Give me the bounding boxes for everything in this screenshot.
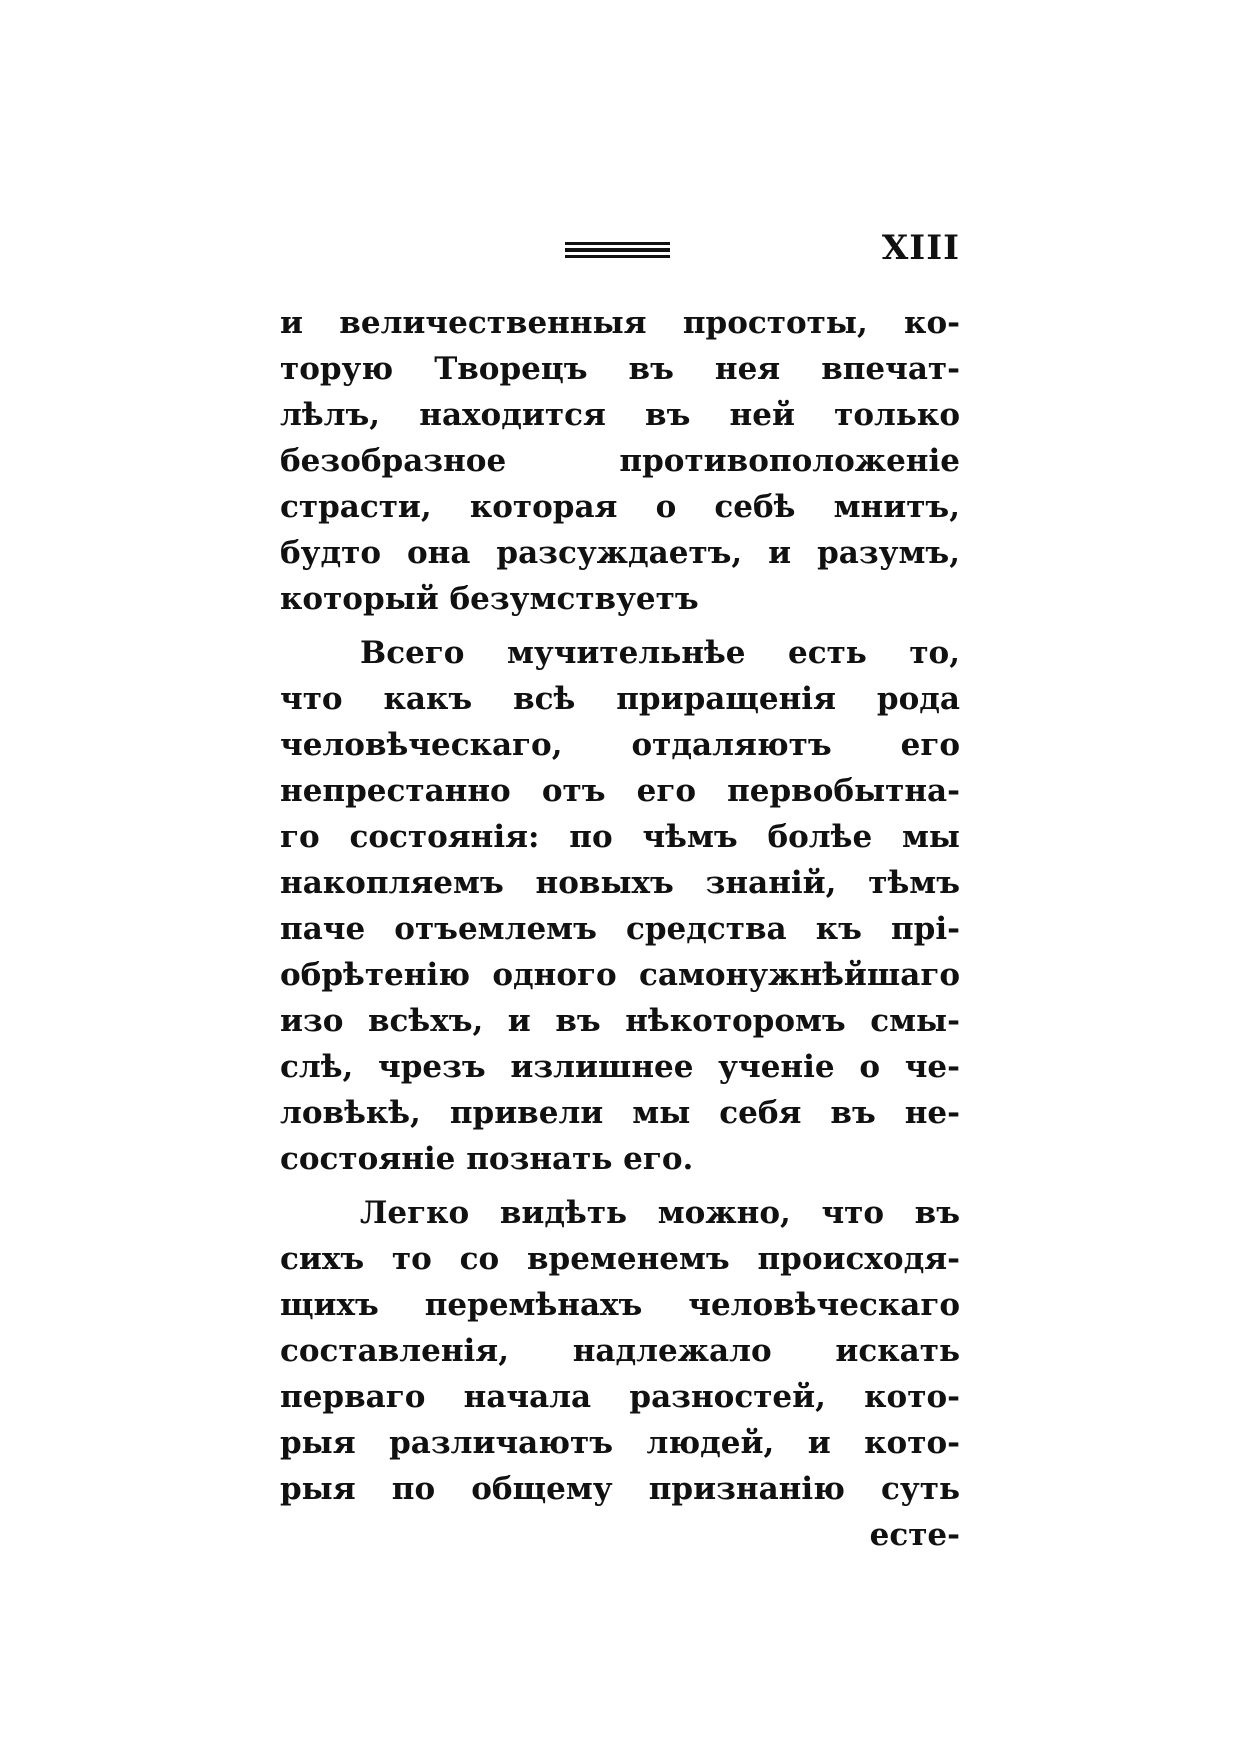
text-line: человѣческаго, отдаляютъ его xyxy=(280,727,960,763)
text-line: накопляемъ новыхъ знаній, тѣмъ xyxy=(280,865,960,901)
text-line: го состоянія: по чѣмъ болѣе мы xyxy=(280,819,960,855)
text-line: сихъ то со временемъ происходя- xyxy=(280,1241,960,1277)
ornament-rule xyxy=(565,255,670,258)
paragraph-2 xyxy=(280,630,960,1182)
text-line: перваго начала разностей, кото- xyxy=(280,1379,960,1415)
text-line: составленія, надлежало искать xyxy=(280,1333,960,1369)
body-text xyxy=(280,300,960,1558)
text-line: непрестанно отъ его первобытна- xyxy=(280,773,960,809)
text-line: и величественныя простоты, ко- xyxy=(280,305,960,341)
text-line: обрѣтенію одного самонужнѣйшаго xyxy=(280,957,960,993)
text-line: рыя различаютъ людей, и кото- xyxy=(280,1425,960,1461)
text-line: Легко видѣть можно, что въ xyxy=(360,1195,960,1231)
ornament-rule xyxy=(565,248,670,252)
text-line: лѣлъ, находится въ ней только xyxy=(280,397,960,433)
catchword: есте- xyxy=(869,1517,960,1553)
text-line: изо всѣхъ, и въ нѣкоторомъ смы- xyxy=(280,1003,960,1039)
paragraph-3 xyxy=(280,1190,960,1558)
text-line: который безумствуетъ xyxy=(280,581,699,617)
text-line: ловѣкѣ, привели мы себя въ не- xyxy=(280,1095,960,1131)
text-line: безобразное противоположеніе xyxy=(280,443,960,479)
header-ornament xyxy=(565,242,670,258)
text-line: будто она разсуждаетъ, и разумъ, xyxy=(280,535,960,571)
text-line: состояніе познать его. xyxy=(280,1141,694,1177)
text-line: что какъ всѣ приращенія рода xyxy=(280,681,960,717)
text-line: рыя по общему признанію суть xyxy=(280,1471,960,1507)
paragraph-1 xyxy=(280,300,960,622)
text-line: страсти, которая о себѣ мнитъ, xyxy=(280,489,960,525)
page-header xyxy=(280,228,960,268)
text-line: торую Творецъ въ нея впечат- xyxy=(280,351,960,387)
text-line: слѣ, чрезъ излишнее ученіе о че- xyxy=(280,1049,960,1085)
page-number: XIII xyxy=(881,228,960,268)
text-line: паче отъемлемъ средства къ прі- xyxy=(280,911,960,947)
text-line: Всего мучительнѣе есть то, xyxy=(360,635,960,671)
ornament-rule xyxy=(565,242,670,245)
text-line: щихъ перемѣнахъ человѣческаго xyxy=(280,1287,960,1323)
